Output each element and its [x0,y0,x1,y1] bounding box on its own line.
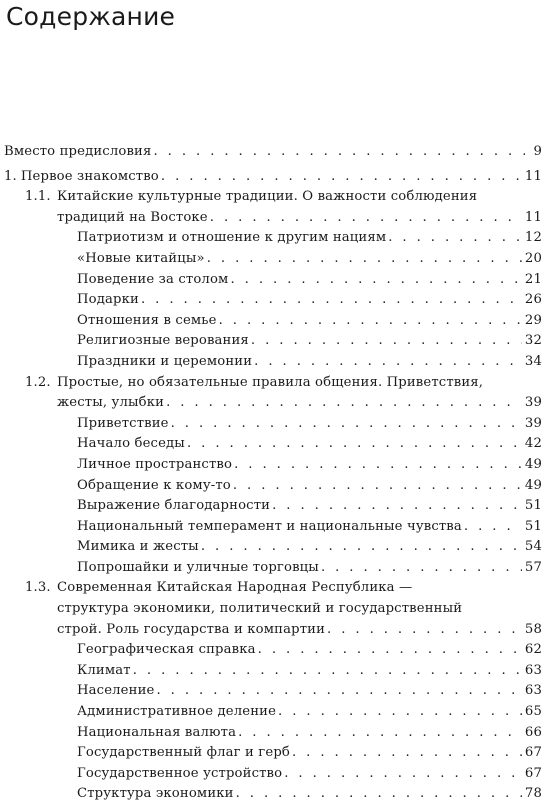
toc-entry[interactable] [0,290,548,311]
toc-entry-title: Национальная валюта [77,724,237,740]
toc-entry[interactable] [0,743,548,764]
toc-entry-line [77,517,548,538]
toc-entry-line [25,373,548,394]
toc-entry[interactable] [0,311,548,332]
toc-page-number: 67 [524,745,542,761]
toc-entry-line [77,352,548,373]
dot-leader [251,331,522,352]
toc-entry[interactable] [0,373,548,414]
toc-entry[interactable] [0,496,548,517]
toc-entry-title: Государственный флаг и герб [77,745,290,761]
dot-leader [284,764,522,785]
dot-leader [166,393,522,414]
toc-page-number: 26 [524,292,542,308]
toc-page-number: 78 [524,786,542,802]
page-title: Содержание [6,2,176,31]
toc-entry[interactable] [0,702,548,723]
toc-entry-title: структура экономики, политический и государственный [57,601,463,617]
toc-entry-number: 1.1. [25,189,51,205]
toc-entry[interactable] [0,640,548,661]
toc-page-number: 11 [524,168,542,184]
toc-entry-line [57,393,548,414]
toc-entry[interactable] [0,681,548,702]
toc-page-number: 54 [524,539,542,555]
toc-entry[interactable] [0,764,548,785]
toc-page-number: 49 [524,477,542,493]
toc-entry-title: Структура экономики [77,786,234,802]
toc-entry-title: Выражение благодарности [77,498,271,514]
dot-leader [153,142,525,163]
toc-entry-title: Приветствие [77,415,169,431]
toc-entry[interactable] [0,537,548,558]
dot-leader [171,414,522,435]
toc-page-number: 39 [524,415,542,431]
toc-entry[interactable] [0,142,548,163]
toc-entry-line [77,270,548,291]
toc-entry-line [77,558,548,579]
toc-entry-title: Поведение за столом [77,271,229,287]
toc-entry-title: Личное пространство [77,456,233,472]
toc-entry[interactable] [0,517,548,538]
toc-entry-line [25,187,548,208]
toc-entry-line [77,455,548,476]
toc-entry[interactable] [0,187,548,228]
toc-entry-title: жесты, улыбки [57,395,165,411]
toc-entry-title: Современная Китайская Народная Республика — [57,580,413,596]
toc-entry-line [77,290,548,311]
toc-entry-title: Мимика и жесты [77,539,199,555]
toc-entry-line [77,331,548,352]
toc-entry-line [77,723,548,744]
toc-entry[interactable] [0,784,548,805]
toc-page-number: 51 [524,518,542,534]
dot-leader [292,743,522,764]
dot-leader [219,311,522,332]
toc-page-number: 39 [524,395,542,411]
dot-leader [272,496,522,517]
toc-page-number: 58 [524,621,542,637]
dot-leader [278,702,522,723]
toc-page-number: 11 [524,209,542,225]
toc-entry[interactable] [0,414,548,435]
dot-leader [187,434,522,455]
toc-entry-line [77,681,548,702]
dot-leader [201,537,522,558]
toc-entry-line [57,208,548,229]
dot-leader [207,249,522,270]
toc-entry-title: Китайские культурные традиции. О важности соблюдения [57,189,478,205]
toc-entry-title: Простые, но обязательные правила общения. Приветствия, [57,374,484,390]
toc-entry-title: Первое знакомство [20,168,159,184]
toc-page-number: 42 [524,436,542,452]
toc-entry-line [77,661,548,682]
toc-entry-title: Попрошайки и уличные торговцы [77,559,319,575]
toc-entry-line [77,640,548,661]
toc-page-number: 21 [524,271,542,287]
toc-entry[interactable] [0,476,548,497]
toc-entry-line [77,434,548,455]
toc-page-number: 57 [524,559,542,575]
toc-entry-title: строй. Роль государства и компартии [57,621,326,637]
toc-entry-title: Вместо предисловия [4,144,152,159]
dot-leader [321,558,522,579]
toc-entry[interactable] [0,249,548,270]
dot-leader [161,167,522,188]
toc-entry-line [77,496,548,517]
toc-entry[interactable] [0,723,548,744]
dot-leader [254,352,522,373]
toc-entry-title: «Новые китайцы» [77,250,205,266]
dot-leader [230,270,521,291]
toc-entry-line [77,249,548,270]
toc-entry-title: Административное деление [77,704,277,720]
toc-page-number: 51 [524,498,542,514]
dot-leader [388,228,522,249]
toc-entry[interactable] [0,270,548,291]
toc-entry[interactable] [0,434,548,455]
toc-entry-line [4,142,548,163]
toc-page-number: 67 [524,765,542,781]
toc-page-number: 29 [524,312,542,328]
toc-entry-title: Начало беседы [77,436,185,452]
toc-entry[interactable] [0,167,548,188]
toc-page-number: 65 [524,704,542,720]
toc-entry-title: Праздники и церемонии [77,353,253,369]
dot-leader [258,640,522,661]
toc-entry-line [57,620,548,641]
toc-entry-line [77,228,548,249]
toc-entry-line [77,414,548,435]
toc-entry-title: Обращение к кому-то [77,477,231,493]
dot-leader [233,476,522,497]
toc-entry-title: Подарки [77,292,139,308]
toc-page-number: 66 [524,724,542,740]
dot-leader [236,784,522,805]
toc-entry-title: Отношения в семье [77,312,217,328]
toc-entry-title: Географическая справка [77,642,256,658]
toc-entry-title: Государственное устройство [77,765,283,781]
toc-entry-number: 1.3. [25,580,51,596]
toc-entry-title: Климат [77,662,131,678]
toc-entry-line [77,311,548,332]
toc-page-number: 63 [524,683,542,699]
dot-leader [141,290,522,311]
dot-leader [327,620,522,641]
toc-entry-line [4,167,548,188]
toc-entry[interactable] [0,331,548,352]
toc-entry-title: Национальный темперамент и национальные чувства [77,518,462,534]
dot-leader [156,681,521,702]
toc-entry-number: 1.2. [25,374,51,390]
toc-entry-title: традиций на Востоке [57,209,208,225]
toc-page-number: 32 [524,333,542,349]
dot-leader [210,208,522,229]
toc-page-number: 34 [524,353,542,369]
table-of-contents [0,142,548,805]
toc-entry-line [77,537,548,558]
toc-entry[interactable] [0,661,548,682]
toc-entry[interactable] [0,228,548,249]
toc-entry-line [25,578,548,599]
toc-page-number: 20 [524,250,542,266]
dot-leader [133,661,522,682]
dot-leader [234,455,522,476]
toc-page-number: 12 [524,230,542,246]
toc-entry-line [77,476,548,497]
dot-leader [238,723,522,744]
toc-entry-title: Религиозные верования [77,333,249,349]
toc-entry[interactable] [0,352,548,373]
toc-entry-line [77,702,548,723]
toc-entry[interactable] [0,455,548,476]
toc-page-number: 49 [524,456,542,472]
dot-leader [464,517,522,538]
toc-entry-line [77,784,548,805]
toc-entry-title: Патриотизм и отношение к другим нациям [77,230,387,246]
toc-entry[interactable] [0,558,548,579]
toc-entry[interactable] [0,578,548,640]
toc-entry-number: 1. [4,168,17,184]
toc-page-number: 9 [533,144,542,159]
toc-page-number: 63 [524,662,542,678]
toc-entry-title: Население [77,683,155,699]
toc-entry-line [57,599,548,620]
toc-entry-line [77,743,548,764]
toc-entry-line [77,764,548,785]
toc-page-number: 62 [524,642,542,658]
